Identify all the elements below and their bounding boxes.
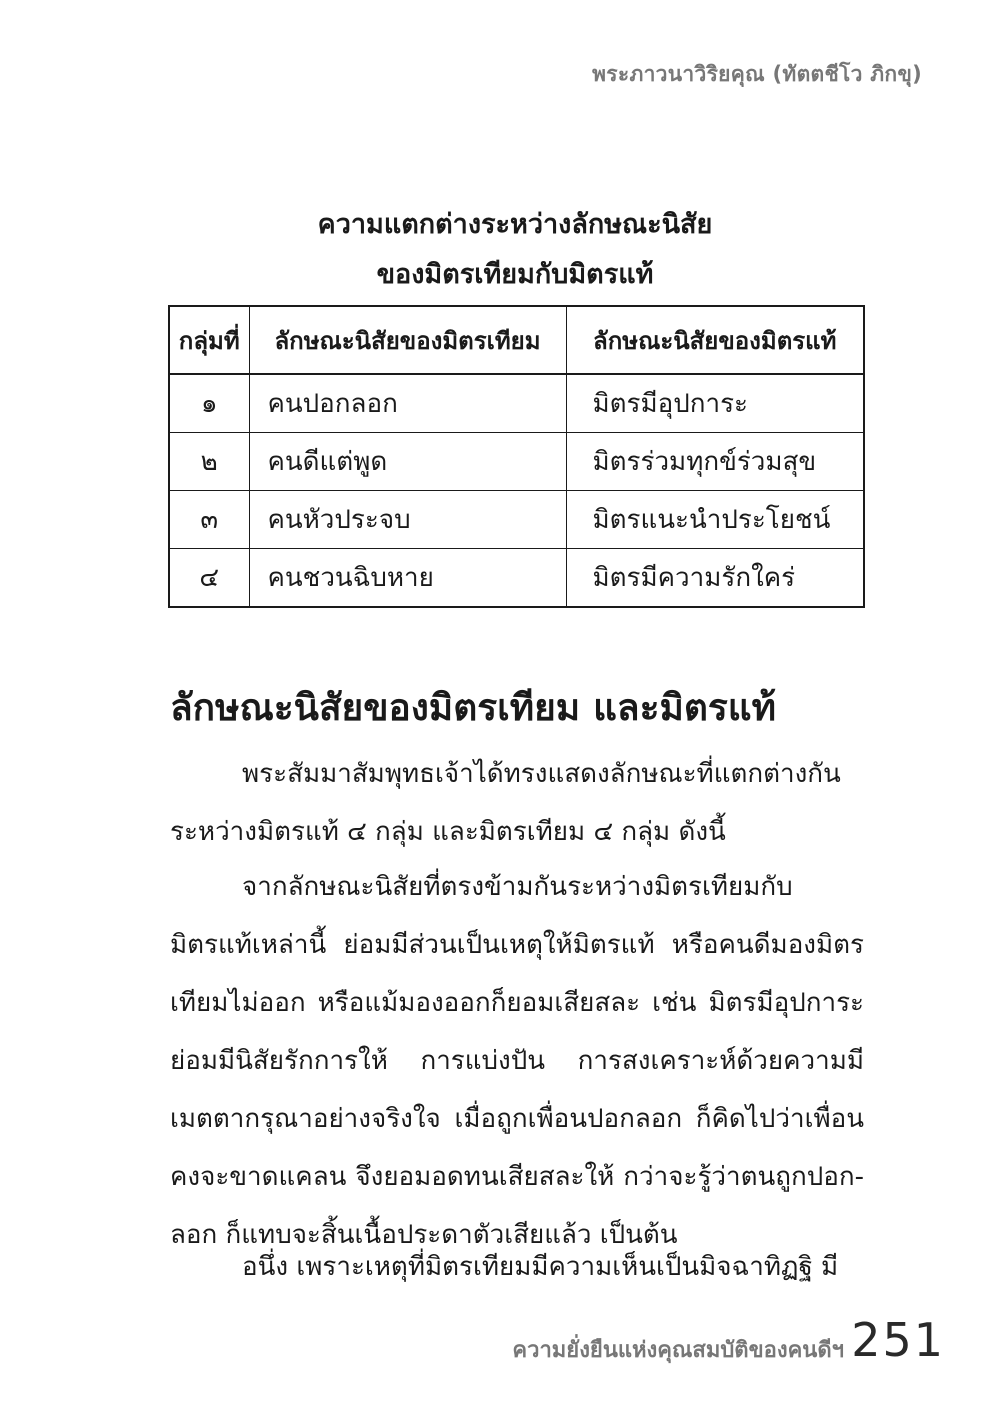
true-friend-trait: มิตรแนะนำประโยชน์ — [566, 491, 864, 549]
table-row — [169, 374, 864, 433]
group-number: ๑ — [200, 389, 218, 419]
table-row — [169, 491, 864, 549]
table-row — [169, 433, 864, 491]
paragraph-2-text: จากลักษณะนิสัยที่ตรงข้ามกันระหว่างมิตรเทียมกับมิตรแท้เหล่านี้ ย่อมมีส่วนเป็นเหตุให้มิตรแท้ หรือคนดีมองมิตรเทียมไม่ออก หรือแม้มองออกก็ยอมเสียสละ เช่น มิตรมีอุปการะ ย่อมมีนิสัยรักการให้ การแบ่งปัน การสงเคราะห์ด้วยความมีเมตตากรุณาอย่างจริงใจ เมื่อถูกเพื่อนปอกลอก ก็คิดไปว่าเพื่อนคงจะขาดแคลน จึงยอมอดทนเสียสละให้ กว่าจะรู้ว่าตนถูกปอก-ลอก ก็แทบจะสิ้นเนื้อประดาตัวเสียแล้ว เป็นต้น — [170, 872, 864, 1250]
comparison-table — [168, 305, 865, 608]
false-friend-trait: คนปอกลอก — [249, 374, 566, 433]
group-number: ๔ — [169, 549, 249, 608]
group-number: ๓ — [169, 491, 249, 549]
paragraph-3-text: อนึ่ง เพราะเหตุที่มิตรเทียมมีความเห็นเป็นมิจฉาทิฏฐิ มี — [242, 1252, 839, 1282]
true-friend-trait: มิตรร่วมทุกข์ร่วมสุข — [566, 433, 864, 491]
header-true-friend: ลักษณะนิสัยของมิตรแท้ — [566, 306, 864, 374]
running-header: พระภาวนาวิริยคุณ (ทัตตชีโว ภิกขุ) — [592, 62, 922, 86]
true-friend-trait: มิตรมีอุปการะ — [566, 374, 864, 433]
header-group-number: กลุ่มที่ — [169, 306, 249, 374]
table-title-line-2: ของมิตรเทียมกับมิตรแท้ — [376, 259, 654, 290]
header-false-friend: ลักษณะนิสัยของมิตรเทียม — [249, 306, 566, 374]
paragraph-1 — [170, 745, 864, 861]
table-title — [0, 200, 1000, 300]
false-friend-trait: คนหัวประจบ — [249, 491, 566, 549]
paragraph-3 — [170, 1238, 864, 1296]
false-friend-trait: คนดีแต่พูด — [249, 433, 566, 491]
footer-book-title: ความยั่งยืนแห่งคุณสมบัติของคนดีฯ — [512, 1338, 844, 1363]
table-title-line-1: ความแตกต่างระหว่างลักษณะนิสัย — [317, 209, 713, 240]
true-friend-trait: มิตรมีความรักใคร่ — [566, 549, 864, 608]
table-header-row — [169, 306, 864, 374]
section-heading: ลักษณะนิสัยของมิตรเทียม และมิตรแท้ — [170, 686, 777, 729]
false-friend-trait: คนชวนฉิบหาย — [249, 549, 566, 608]
paragraph-1-text: พระสัมมาสัมพุทธเจ้าได้ทรงแสดงลักษณะที่แตกต่างกันระหว่างมิตรแท้ ๔ กลุ่ม และมิตรเทียม ๔ กลุ่ม ดังนี้ — [170, 759, 841, 847]
table-row — [169, 549, 864, 608]
group-number: ๒ — [169, 433, 249, 491]
paragraph-2 — [170, 858, 864, 1264]
page-number: 251 — [851, 1313, 945, 1367]
